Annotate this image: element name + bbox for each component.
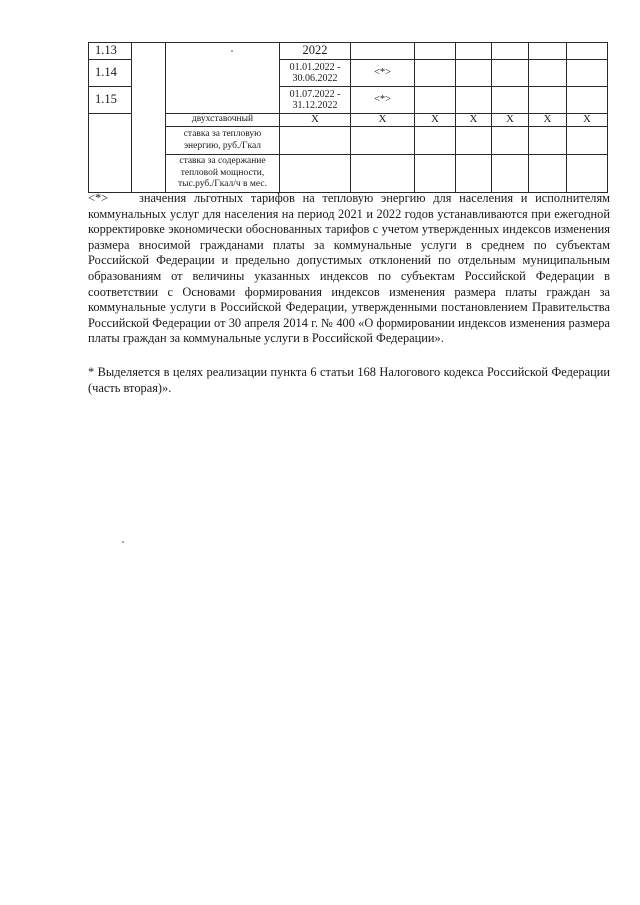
year-cell: 2022 (280, 43, 351, 60)
period-cell: 01.07.2022 - 31.12.2022 (280, 87, 351, 114)
table-cell (415, 155, 456, 193)
table-cell (529, 60, 567, 87)
table-cell (456, 155, 492, 193)
table-cell (492, 155, 529, 193)
table-cell (567, 43, 608, 60)
two-rate-label: двухставочный (166, 114, 280, 127)
table-cell (456, 127, 492, 155)
heat-rate-label: ставка за тепловую энергию, руб./Гкал (166, 127, 280, 155)
table-cell (529, 43, 567, 60)
scan-speck (231, 50, 233, 52)
table-cell (529, 127, 567, 155)
table-cell (492, 43, 529, 60)
row-number-empty (89, 127, 132, 155)
table-cell (456, 60, 492, 87)
table-cell (529, 155, 567, 193)
scan-speck (122, 541, 124, 543)
table-row (89, 114, 608, 127)
tariff-table (88, 42, 608, 193)
table-cell (415, 60, 456, 87)
table-row (89, 155, 608, 193)
x-mark: X (415, 114, 456, 127)
row-number: 1.13 (89, 43, 132, 60)
footnote-text: значения льготных тарифов на тепловую энергию для населения и исполнителям коммунальных услуг для населения на период 2021 и 2022 годов устанавливаются при ежегодной корректировке экономически обоснованных тарифов с учетом утвержденных индексов изменения размера вносимой гражданами платы за коммунальные услуги в среднем по субъектам Российской Федерации и предельно допустимых отклонений по отдельным муниципальным образованиям от величины указанных индексов по субъектам Российской Федерации в соответствии с Основами формирования индексов изменения размера платы граждан за коммунальные услуги в Российской Федерации, утвержденными постановлением Правительства Российской Федерации от 30 апреля 2014 г. № 400 «О формировании индексов изменения размера платы граждан за коммунальные услуги в Российской Федерации». (88, 191, 611, 346)
row-number: 1.15 (89, 87, 132, 114)
merged-cell (166, 43, 280, 114)
table-cell (492, 127, 529, 155)
x-mark: X (567, 114, 608, 127)
table-cell (280, 127, 351, 155)
merged-cell (132, 127, 166, 155)
table-cell (351, 127, 415, 155)
merged-cell (132, 155, 166, 193)
table-cell (567, 155, 608, 193)
footnote-mark-cell: <*> (351, 60, 415, 87)
table-cell (567, 87, 608, 114)
period-cell: 01.01.2022 - 30.06.2022 (280, 60, 351, 87)
footnote-mark-cell: <*> (351, 87, 415, 114)
table-cell (567, 60, 608, 87)
table-cell (415, 127, 456, 155)
table-row (89, 127, 608, 155)
capacity-rate-label: ставка за содержание тепловой мощности, тыс.руб./Гкал/ч в мес. (166, 155, 280, 193)
footnote-marker: <*> (88, 191, 109, 205)
table-cell (529, 87, 567, 114)
table-cell (456, 87, 492, 114)
table-cell (567, 127, 608, 155)
table-cell (415, 43, 456, 60)
row-number: 1.14 (89, 60, 132, 87)
row-number-empty (89, 114, 132, 127)
table-row (89, 43, 608, 60)
row-number-empty (89, 155, 132, 193)
table-cell (492, 87, 529, 114)
table-cell (456, 43, 492, 60)
table-cell (351, 155, 415, 193)
table-cell (415, 87, 456, 114)
x-mark: X (280, 114, 351, 127)
x-mark: X (351, 114, 415, 127)
tax-note-paragraph: * Выделяется в целях реализации пункта 6 статьи 168 Налогового кодекса Российской Федерации (часть вторая)». (88, 365, 610, 395)
merged-cell (132, 43, 166, 127)
x-mark: X (529, 114, 567, 127)
table-cell (351, 43, 415, 60)
table-cell (492, 60, 529, 87)
footnote-paragraph (88, 191, 610, 347)
table-cell (280, 155, 351, 193)
x-mark: X (492, 114, 529, 127)
x-mark: X (456, 114, 492, 127)
